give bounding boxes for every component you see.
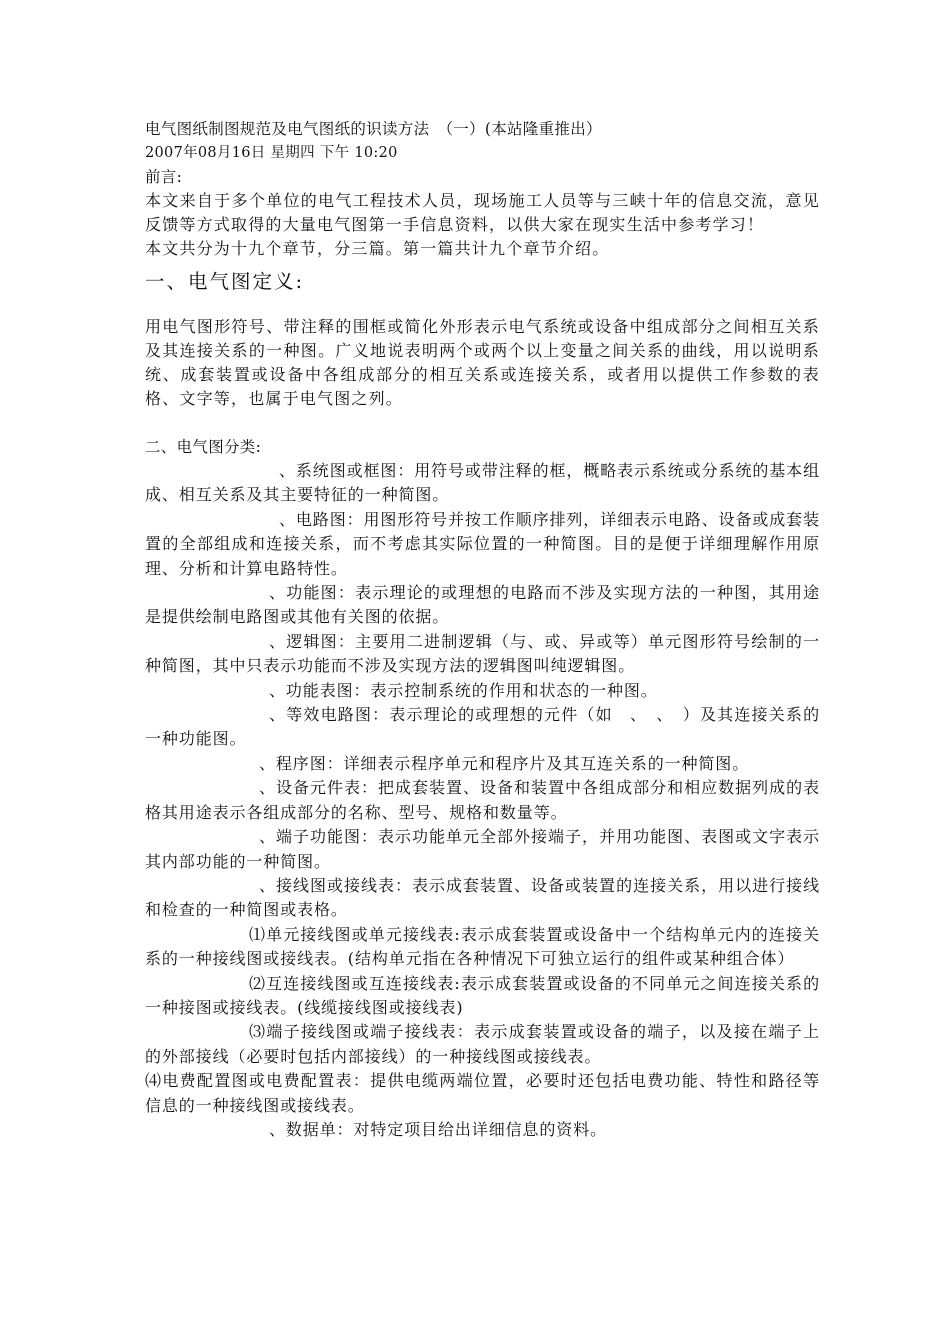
list-item: 、数据单：对特定项目给出详细信息的资料。 [269,1119,608,1139]
section2-heading: 二、电气图分类: [145,438,262,456]
list-item: 、端子功能图：表示功能单元全部外接端子，并用功能图、表图或文字表示其内部功能的一种简图。 [145,827,820,871]
list-item: 、逻辑图：主要用二进制逻辑（与、或、异或等）单元图形符号绘制的一种简图，其中只表示功能而不涉及实现方法的逻辑图叫纯逻辑图。 [145,631,820,676]
document-date: 2007年08月16日 星期四 下午 10:20 [145,145,398,161]
list-item: ⑵互连接线图或互连接线表:表示成套装置或设备的不同单元之间连接关系的一种接图或接线表。(线缆接线图或接线表) [145,973,820,1017]
list-item: 、功能表图：表示控制系统的作用和状态的一种图。 [269,680,658,700]
list-item: 、接线图或接线表：表示成套装置、设备或装置的连接关系，用以进行接线和检查的一种简图或表格。 [145,875,820,920]
list-item: 、电路图：用图形符号并按工作顺序排列，详细表示电路、设备或成套装置的全部组成和连接关系，而不考虑其实际位置的一种简图。目的是便于详细理解作用原理、分析和计算电路特性。 [145,509,820,578]
list-item: 、系统图或框图：用符号或带注释的框，概略表示系统或分系统的基本组成、相互关系及其主要特征的一种简图。 [145,461,820,505]
document-page [145,117,820,1142]
list-item: ⑴单元接线图或单元接线表:表示成套装置或设备中一个结构单元内的连接关系的一种接线图或接线表。(结构单元指在各种情况下可独立运行的组件或某种组合体） [145,924,820,969]
intro-paragraph: 本文来自于多个单位的电气工程技术人员，现场施工人员等与三峡十年的信息交流，意见反馈等方式取得的大量电气图第一手信息资料，以供大家在现实生活中参考学习！ [145,191,820,234]
outline-paragraph: 本文共分为十九个章节，分三篇。第一篇共计九个章节介绍。 [145,239,610,258]
list-item: ⑷电费配置图或电费配置表：提供电缆两端位置，必要时还包括电费功能、特性和路径等信息的一种接线图或接线表。 [145,1071,820,1115]
list-item: 、等效电路图：表示理论的或理想的元件（如 、 、 ）及其连接关系的一种功能图。 [145,705,820,749]
preface-label: 前言: [145,168,183,186]
list-item: 、功能图：表示理论的或理想的电路而不涉及实现方法的一种图，其用途是提供绘制电路图或其他有关图的依据。 [145,583,820,627]
list-item: ⑶端子接线图或端子接线表：表示成套装置或设备的端子，以及接在端子上的外部接线（必要时包括内部接线）的一种接线图或接线表。 [145,1022,820,1066]
document-title: 电气图纸制图规范及电气图纸的识读方法 （一）(本站隆重推出） [145,120,602,138]
list-item: 、程序图：详细表示程序单元和程序片及其互连关系的一种简图。 [259,753,750,773]
list-item: 、设备元件表：把成套装置、设备和装置中各组成部分和相应数据列成的表格其用途表示各组成部分的名称、型号、规格和数量等。 [145,778,820,822]
section1-body: 用电气图形符号、带注释的围框或简化外形表示电气系统或设备中组成部分之间相互关系及其连接关系的一种图。广义地说表明两个或两个以上变量之间关系的曲线，用以说明系统、成套装置或设备中各组成部分的相互关系或连接关系，或者用以提供工作参数的表格、文字等，也属于电气图之列。 [145,317,820,408]
section-gap [145,411,820,435]
section1-heading: 一、电气图定义: [145,270,305,293]
